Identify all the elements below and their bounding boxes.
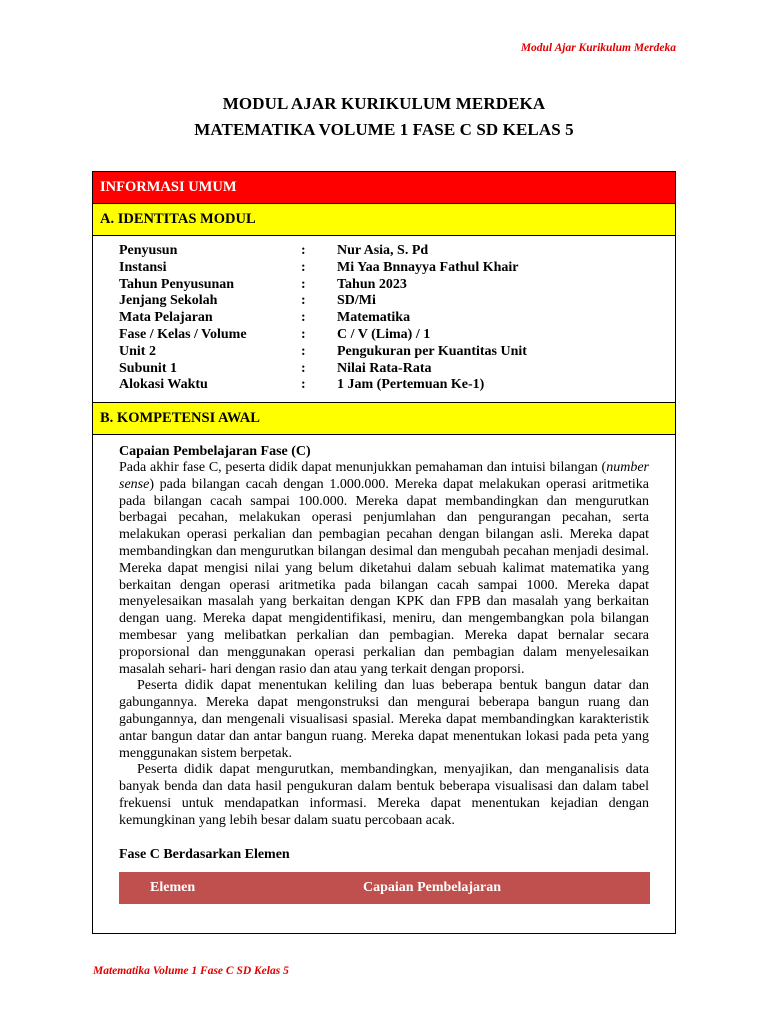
capaian-paragraph-1: Pada akhir fase C, peserta didik dapat menunjukkan pemahaman dan intuisi bilangan (number sense) pada bilangan cacah dengan 1.000.000. Mereka dapat melakukan operasi aritmetika pada bilangan cacah sampai 100.000. Mereka dapat membandingkan dan mengurutkan berbagai pecahan, melakukan operasi penjumlahan dan pengurangan pecahan, serta melakukan operasi perkalian dan pembagian pecahan dengan bilangan asli. Mereka dapat membandingkan dan mengurutkan bilangan desimal dan mengubah pecahan menjadi desimal. Mereka dapat mengisi nilai yang belum diketahui dalam sebuah kalimat matematika yang berkaitan dengan operasi aritmetika pada bilangan cacah sampai 1000. Mereka dapat menyelesaikan masalah yang berkaitan dengan KPK dan FPB dan masalah yang berkaitan dengan uang. Mereka dapat mengidentifikasi, meniru, dan mengembangkan pola bilangan membesar yang melibatkan perkalian dan pembagian. Mereka dapat bernalar secara proporsional dan menggunakan operasi perkalian dan pembagian dalam menyelesaikan masalah sehari- hari dengan rasio dan atau yang terkait dengan proporsi.	[119, 460, 649, 677]
running-header: Modul Ajar Kurikulum Merdeka	[520, 42, 676, 54]
identitas-modul-band: A. IDENTITAS MODUL	[93, 204, 675, 236]
identity-colon: :	[301, 326, 306, 342]
kompetensi-awal-band: B. KOMPETENSI AWAL	[93, 403, 675, 435]
identity-row	[119, 293, 675, 310]
identity-value: Nur Asia, S. Pd	[337, 243, 429, 258]
identity-row	[119, 344, 675, 361]
identity-colon: :	[301, 343, 306, 359]
capaian-heading: Capaian Pembelajaran Fase (C)	[119, 444, 311, 459]
identity-block	[93, 236, 675, 403]
document-title: MODUL AJAR KURIKULUM MERDEKA	[222, 94, 546, 113]
kompetensi-content	[93, 435, 675, 904]
capaian-paragraph-2: Peserta didik dapat menentukan keliling dan luas beberapa bentuk bangun datar dan gabungannya. Mereka dapat mengonstruksi dan mengurai beberapa bangun ruang dan gabungannya, dan mengenali visualisasi spasial. Mereka dapat membandingkan karakteristik antar bangun datar dan antar bangun ruang. Mereka dapat menentukan lokasi pada peta yang menggunakan sistem berpetak.	[119, 678, 649, 761]
identity-value: Tahun 2023	[337, 276, 407, 292]
identity-label: Instansi	[119, 259, 167, 275]
identity-row	[119, 243, 675, 260]
elemen-table-header	[119, 872, 650, 904]
identity-value: 1 Jam (Pertemuan Ke-1)	[337, 377, 485, 393]
identity-colon: :	[301, 259, 306, 275]
identity-colon: :	[301, 377, 306, 393]
identity-label: Alokasi Waktu	[119, 377, 208, 393]
number-sense-term: number sense	[119, 460, 649, 492]
identity-row	[119, 260, 675, 277]
column-header-capaian: Capaian Pembelajaran	[363, 879, 502, 895]
column-header-elemen: Elemen	[150, 879, 196, 895]
identity-row	[119, 327, 675, 344]
identity-row	[119, 310, 675, 327]
identity-colon: :	[301, 293, 306, 309]
identity-colon: :	[301, 310, 306, 326]
identity-row	[119, 277, 675, 294]
capaian-paragraph-3: Peserta didik dapat mengurutkan, membandingkan, menyajikan, dan menganalisis data banyak benda dan data hasil pengukuran dalam bentuk beberapa visualisasi dan dalam tabel frekuensi untuk mendapatkan informasi. Mereka dapat menentukan kejadian dengan kemungkinan yang lebih besar dalam suatu percobaan acak.	[119, 762, 649, 828]
identity-value: SD/Mi	[337, 293, 376, 309]
identity-label: Penyusun	[119, 243, 178, 258]
identity-row	[119, 377, 675, 394]
identity-label: Tahun Penyusunan	[119, 276, 235, 292]
identity-value: C / V (Lima) / 1	[337, 326, 431, 342]
running-footer: Matematika Volume 1 Fase C SD Kelas 5	[93, 965, 289, 977]
identity-label: Mata Pelajaran	[119, 310, 213, 326]
identity-value: Nilai Rata-Rata	[337, 360, 432, 376]
module-table	[92, 171, 676, 934]
elemen-heading: Fase C Berdasarkan Elemen	[119, 846, 290, 862]
identity-value: Pengukuran per Kuantitas Unit	[337, 343, 527, 359]
identity-label: Jenjang Sekolah	[119, 293, 218, 309]
identity-row	[119, 361, 675, 378]
identity-colon: :	[301, 360, 306, 376]
document-subtitle: MATEMATIKA VOLUME 1 FASE C SD KELAS 5	[194, 120, 574, 139]
informasi-umum-band: INFORMASI UMUM	[93, 172, 675, 204]
identity-label: Unit 2	[119, 343, 156, 359]
identity-colon: :	[301, 276, 306, 292]
identity-label: Subunit 1	[119, 360, 177, 376]
identity-colon: :	[301, 243, 306, 258]
identity-label: Fase / Kelas / Volume	[119, 326, 247, 342]
identity-value: Matematika	[337, 310, 411, 326]
identity-value: Mi Yaa Bnnayya Fathul Khair	[337, 259, 519, 275]
